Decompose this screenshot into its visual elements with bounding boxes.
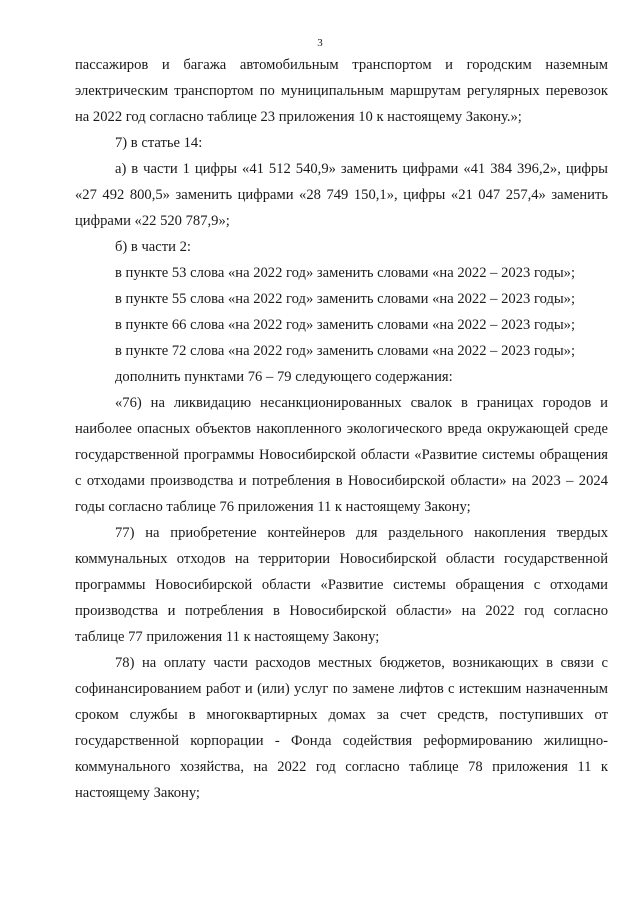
paragraph-article-14: 7) в статье 14: (115, 135, 203, 151)
paragraph-item-76: «76) на ликвидацию несанкционированных свалок в границах городов и наиболее опасных объектов накопленного экологического вреда окружающей среде государственной программы Новосибирской области «Развитие системы обращения с отходами производства и потребления в Новосибирской области» на 2023 – 2024 годы согласно таблице 76 приложения 11 к настоящему Закону; (75, 395, 608, 515)
paragraph-item-72: в пункте 72 слова «на 2022 год» заменить словами «на 2022 – 2023 годы»; (115, 343, 576, 359)
paragraph-continuation: пассажиров и багажа автомобильным транспортом и городским наземным электрическим транспортом по муниципальным маршрутам регулярных перевозок на 2022 год согласно таблице 23 приложения 10 к настоящему Закону.»; (75, 57, 608, 125)
paragraph-item-53: в пункте 53 слова «на 2022 год» заменить словами «на 2022 – 2023 годы»; (115, 265, 576, 281)
document-body (75, 52, 608, 806)
paragraph-part-2: б) в части 2: (115, 239, 191, 255)
paragraph-item-66: в пункте 66 слова «на 2022 год» заменить словами «на 2022 – 2023 годы»; (115, 317, 576, 333)
page-number: 3 (317, 37, 323, 49)
paragraph-part-1: а) в части 1 цифры «41 512 540,9» заменить цифрами «41 384 396,2», цифры «27 492 800,5» заменить цифрами «28 749 150,1», цифры «21 047 257,4» заменить цифрами «22 520 787,9»; (75, 161, 608, 229)
paragraph-item-55: в пункте 55 слова «на 2022 год» заменить словами «на 2022 – 2023 годы»; (115, 291, 576, 307)
paragraph-item-77: 77) на приобретение контейнеров для раздельного накопления твердых коммунальных отходов на территории Новосибирской области государственной программы Новосибирской области «Развитие системы обращения с отходами производства и потребления в Новосибирской области» на 2022 год согласно таблице 77 приложения 11 к настоящему Закону; (75, 525, 608, 645)
paragraph-item-78: 78) на оплату части расходов местных бюджетов, возникающих в связи с софинансированием работ и (или) услуг по замене лифтов с истекшим назначенным сроком службы в многоквартирных домах за счет средств, поступивших от государственной корпорации - Фонда содействия реформированию жилищно-коммунального хозяйства, на 2022 год согласно таблице 78 приложения 11 к настоящему Закону; (75, 655, 608, 801)
paragraph-add-items: дополнить пунктами 76 – 79 следующего содержания: (115, 369, 453, 385)
